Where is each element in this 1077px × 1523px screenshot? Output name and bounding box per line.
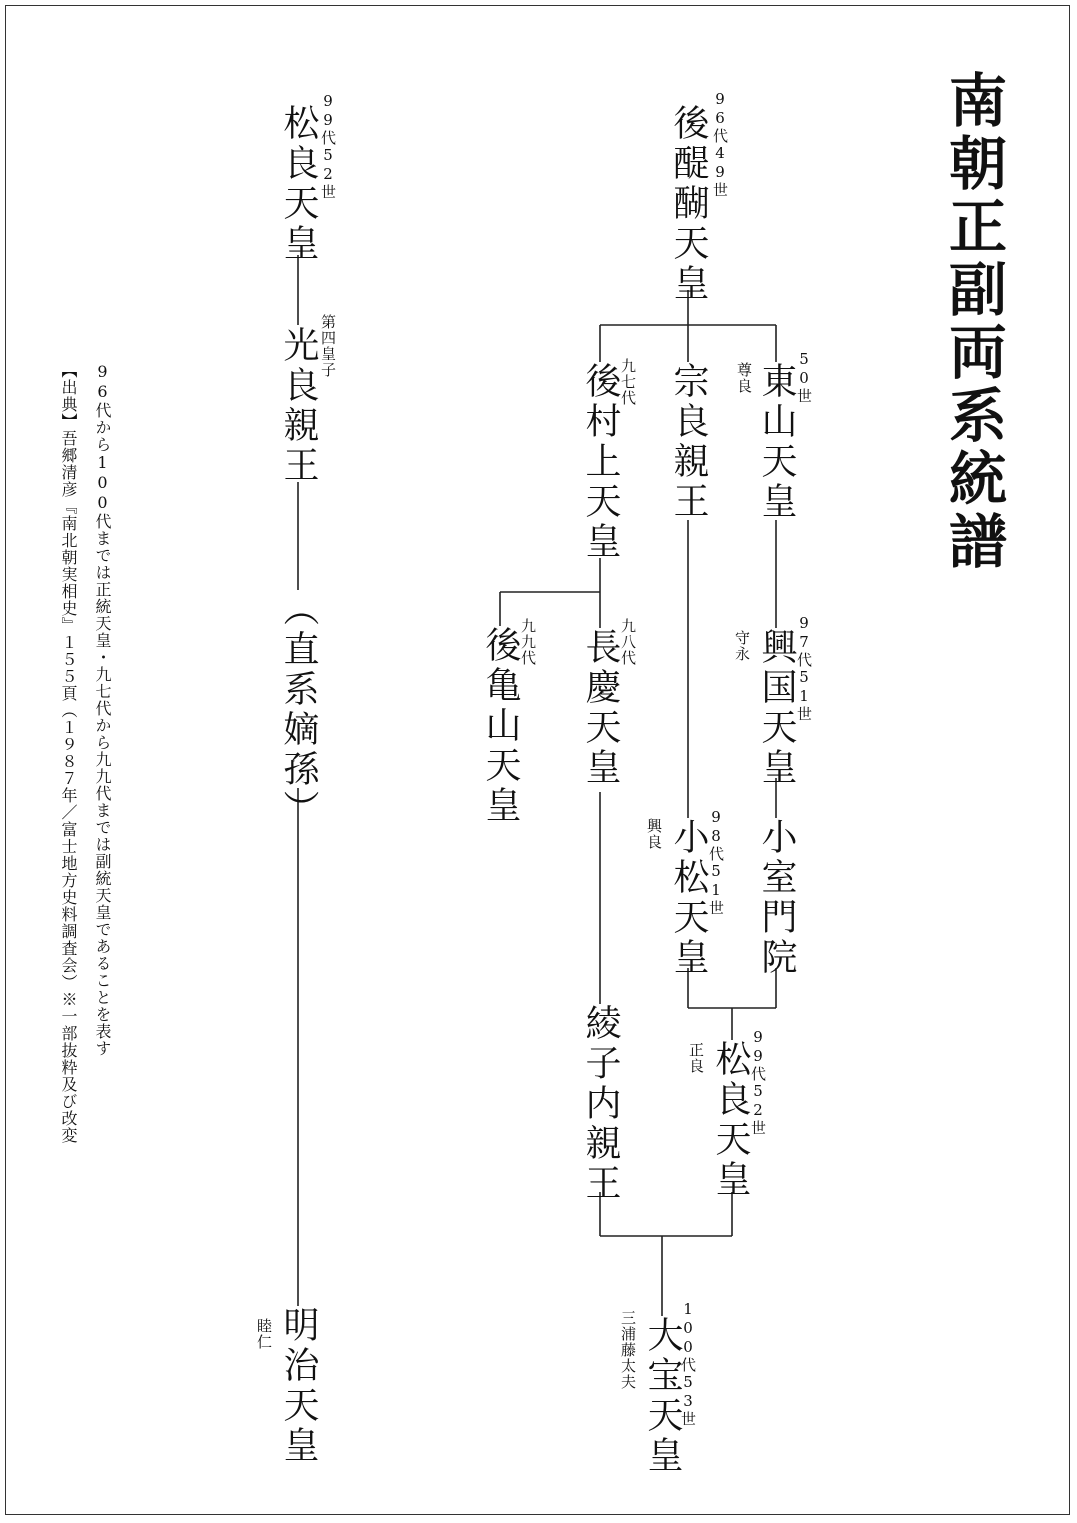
kokoku-generation: 97代51世	[795, 614, 813, 722]
gomurakami-name: 後村上天皇	[580, 362, 621, 562]
legend-note: 96代から100代までは正統天皇・九七代から九九代までは副統天皇であることを表す	[93, 362, 112, 1057]
page-title: 南朝正副両系統譜	[939, 70, 1007, 574]
godaigo-generation: 96代49世	[711, 90, 729, 198]
shoryo-right-given-name: 正良	[687, 1042, 705, 1074]
taiho-generation: 100代53世	[679, 1300, 697, 1427]
kokoku-given-name: 守永	[733, 630, 751, 662]
shoryo-right-generation: 99代52世	[749, 1028, 767, 1136]
ayako-name: 綾子内親王	[580, 1004, 621, 1204]
chokei-generation: 九八代	[619, 618, 637, 666]
mitsuyoshi-name: 光良親王	[278, 326, 319, 486]
komuro-name: 小室門院	[756, 818, 797, 978]
taiho-given-name: 三浦藤太夫	[619, 1310, 637, 1390]
meiji-name: 明治天皇	[278, 1306, 319, 1466]
godaigo-name: 後醍醐天皇	[668, 104, 709, 304]
gomurakami-generation: 九七代	[619, 358, 637, 406]
higashiyama-name: 東山天皇	[756, 362, 797, 522]
komatsu-given-name: 興良	[645, 818, 663, 850]
komatsu-generation: 98代51世	[707, 808, 725, 916]
source-citation: 【出典】吾郷清彦『南北朝実相史』１５５頁（１９８７年／富士地方史料調査会）※一部抜粋及び改変	[59, 362, 78, 1144]
shoryo-right-name: 松良天皇	[710, 1040, 751, 1200]
chokkei-label: （直系嫡孫）	[278, 590, 319, 830]
gokameyama-name: 後亀山天皇	[480, 626, 521, 826]
muneyoshi-name: 宗良親王	[668, 362, 709, 522]
shoryo-left-name: 松良天皇	[278, 104, 319, 264]
shoryo-left-generation: 99代52世	[319, 92, 337, 200]
kokoku-name: 興国天皇	[756, 628, 797, 788]
taiho-name: 大宝天皇	[642, 1316, 683, 1476]
chokei-name: 長慶天皇	[580, 628, 621, 788]
komatsu-name: 小松天皇	[668, 818, 709, 978]
meiji-given-name: 睦仁	[255, 1318, 273, 1350]
higashiyama-generation: 50世	[795, 350, 813, 404]
higashiyama-given-name: 尊良	[735, 362, 753, 394]
mitsuyoshi-rank: 第四皇子	[319, 314, 337, 378]
gokameyama-generation: 九九代	[519, 618, 537, 666]
